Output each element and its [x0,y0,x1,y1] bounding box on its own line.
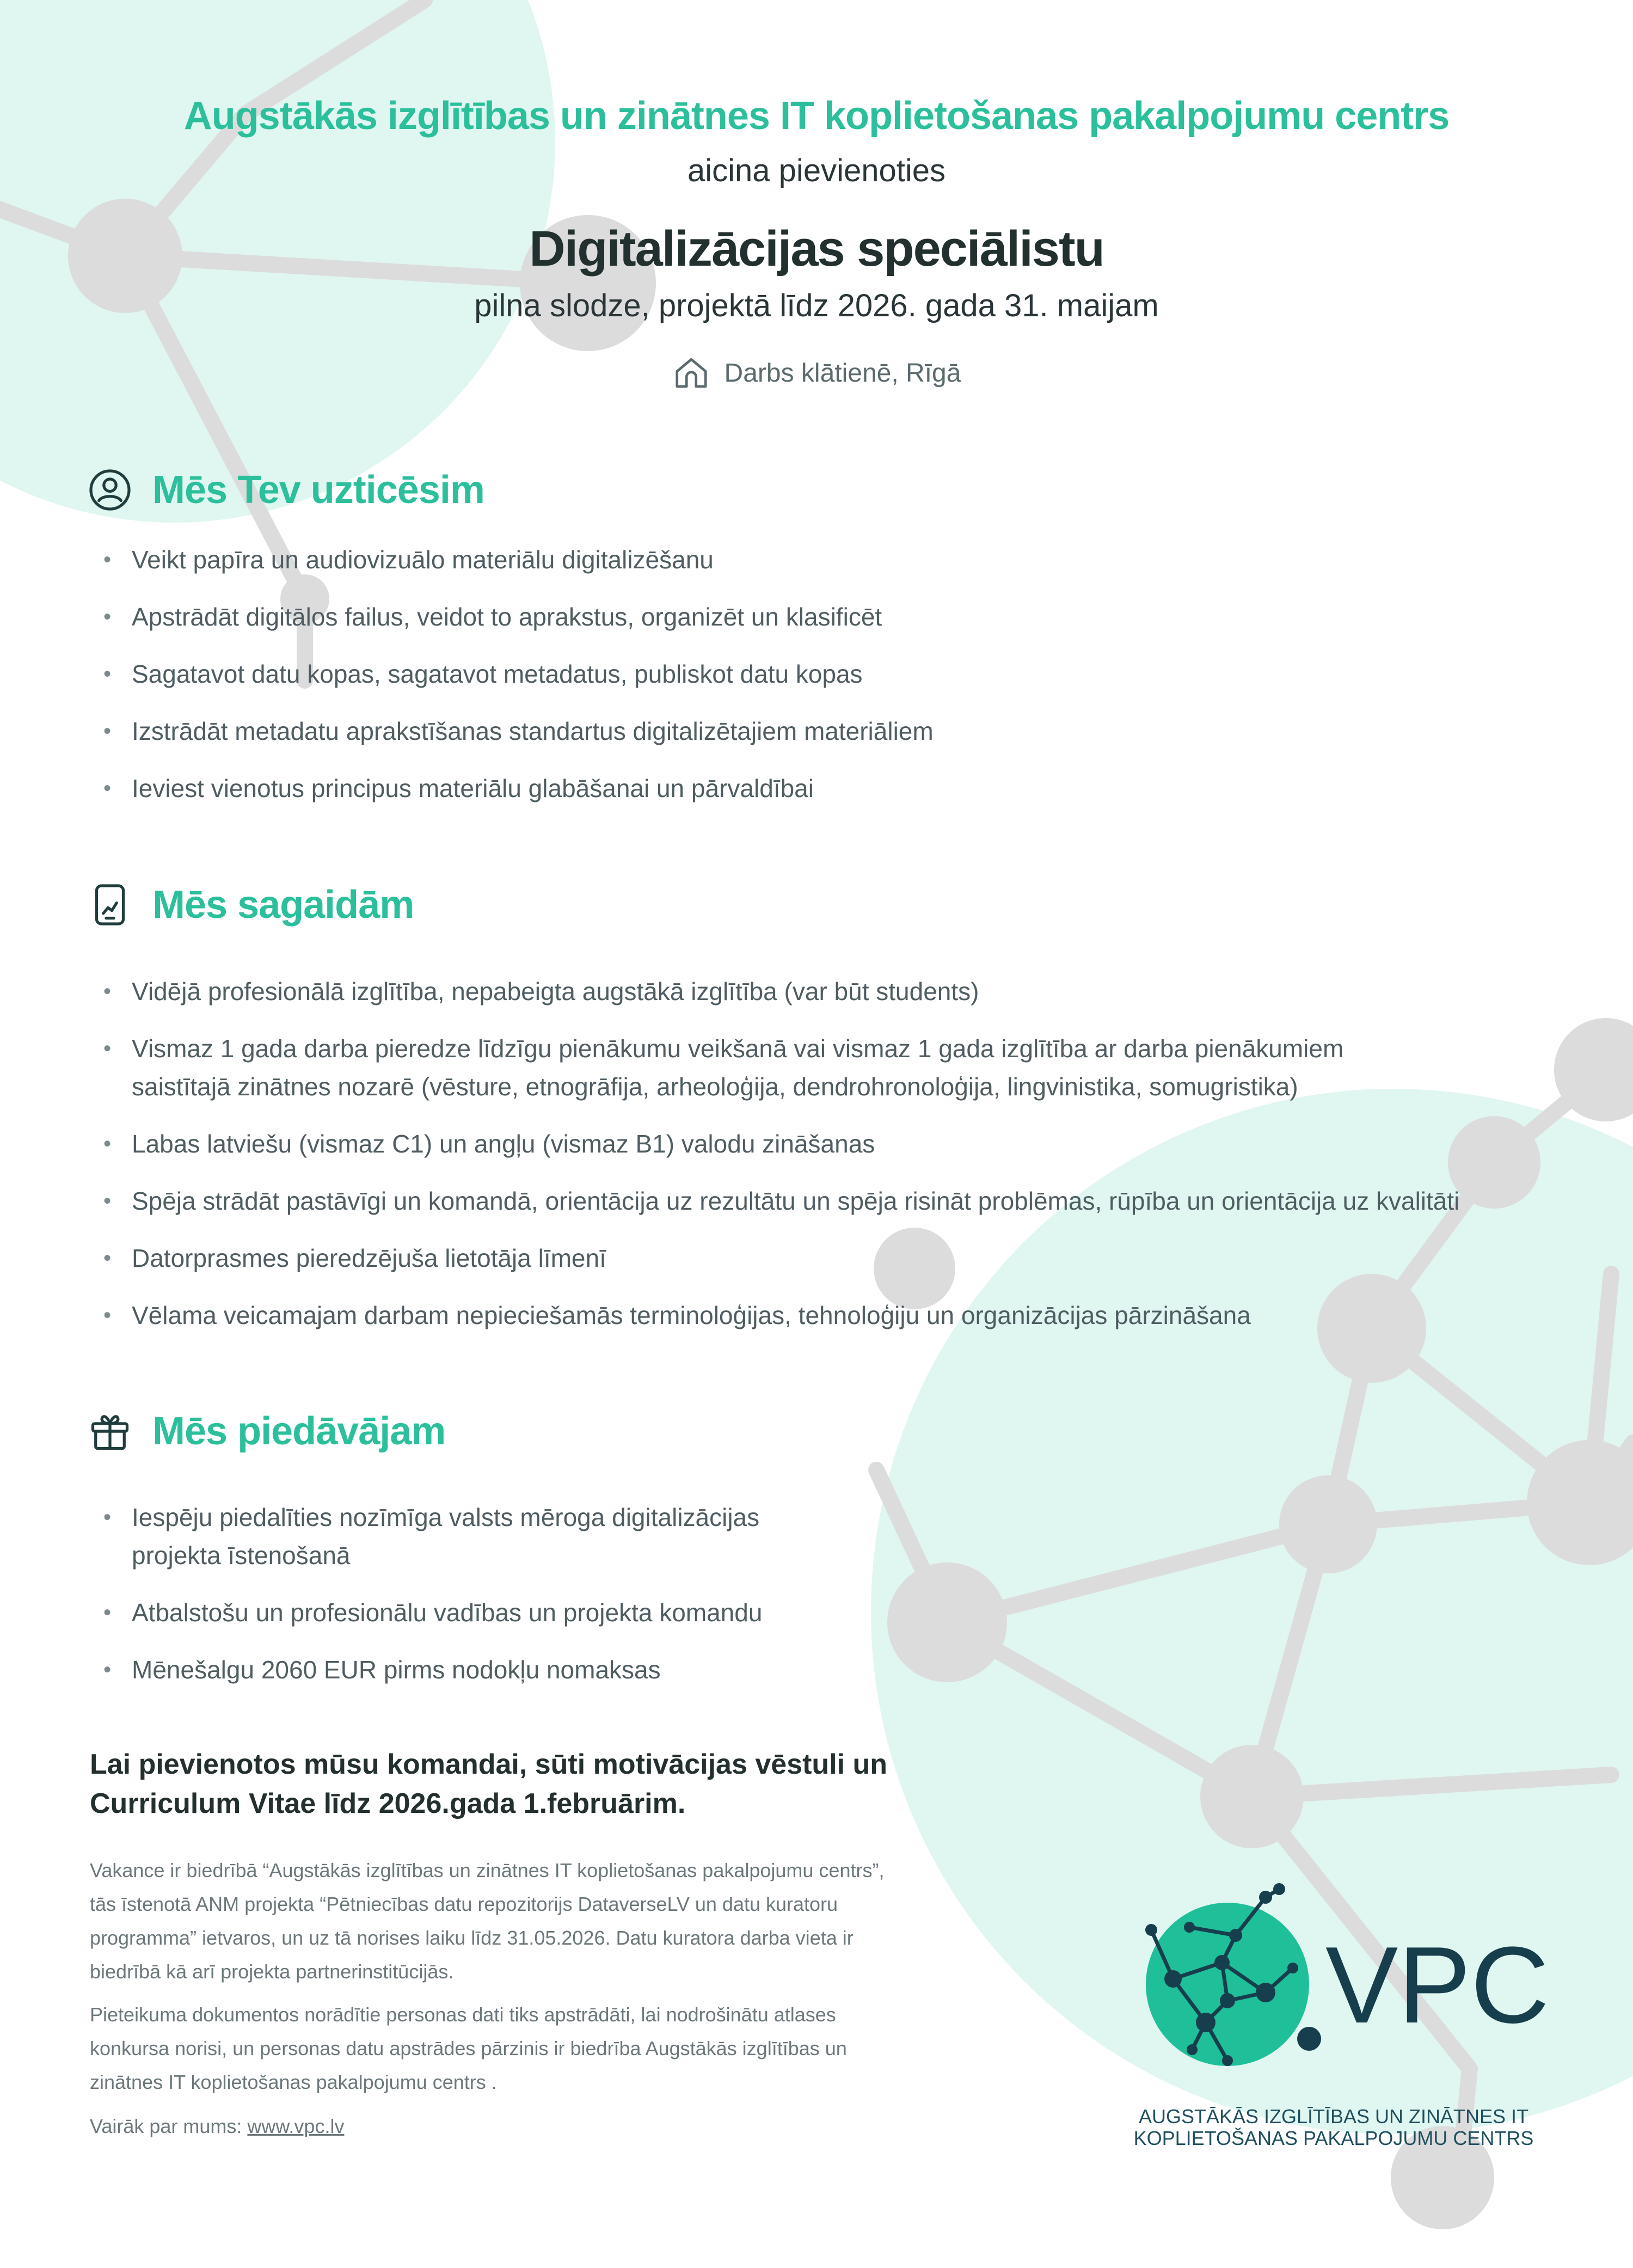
list-item: • Sagatavot datu kopas, sagatavot metadatus, publiskot datu kopas [103,655,1519,693]
requirements-list [103,972,1519,1353]
more-info [90,2110,895,2143]
list-item: • Spēja strādāt pastāvīgi un komandā, orientācija uz rezultātu un spēja risināt problēmas, rūpība un orientācija uz kvalitāti [103,1182,1519,1220]
job-title: Digitalizācijas speciālistu [529,221,1104,277]
invite-text: aicina pievienoties [687,153,946,188]
vpc-caption-line2: KOPLIETOŠANAS PAKALPOJUMU CENTRS [1133,2127,1534,2149]
list-item: • Veikt papīra un audiovizuālo materiālu digitalizēšanu [103,541,1519,579]
vpc-caption [1108,2106,1560,2149]
section-requirements-label: Mēs sagaidām [152,883,414,927]
section-offer-title [87,1408,445,1454]
website-link[interactable]: www.vpc.lv [247,2115,345,2137]
offer-list [103,1498,1519,1708]
list-item: • Iespēju piedalīties nozīmīga valsts mēroga digitalizācijas projekta īstenošanā [103,1498,812,1574]
list-item: • Vidējā profesionālā izglītība, nepabeigta augstākā izglītība (var būt students) [103,972,1519,1010]
list-item: • Izstrādāt metadatu aprakstīšanas standartus digitalizētajiem materiāliem [103,712,1519,750]
home-icon [672,354,710,392]
vpc-caption-line1: AUGSTĀKĀS IZGLĪTĪBAS UN ZINĀTNES IT [1138,2105,1529,2128]
organization-name: Augstākās izglītības un zinātnes IT koplietošanas pakalpojumu centrs [183,94,1450,138]
list-item: • Apstrādāt digitālos failus, veidot to aprakstus, organizēt un klasificēt [103,598,1519,636]
more-info-label: Vairāk par mums: [90,2115,242,2137]
section-offer-label: Mēs piedāvājam [152,1409,446,1453]
gift-icon [87,1408,133,1454]
list-item: • Atbalstošu un profesionālu vadības un projekta komandu [103,1593,1519,1632]
work-location-text: Darbs klātienē, Rīgā [724,358,961,388]
vpc-wordmark: VPC [1325,1924,1550,2046]
tablet-chart-icon [87,882,133,928]
call-to-action: Lai pievienotos mūsu komandai, sūti motivācijas vēstuli un Curriculum Vitae līdz 2026.gada 1.februārim. [90,1749,888,1819]
vacancy-note: Vakance ir biedrībā “Augstākās izglītības un zinātnes IT koplietošanas pakalpojumu centrs”, tās īstenotā ANM projekta “Pētniecības datu repozitorijs DataverseLV un datu kuratoru programma” ietvaros, un uz tā norises laiku līdz 31.05.2026. Datu kuratora darba vieta ir biedrībā kā arī projekta partnerinstitūcijās. [90,1859,885,1983]
job-subtitle: pilna slodze, projektā līdz 2026. gada 31. maijam [474,288,1159,323]
work-location [0,354,1633,399]
vpc-logo [1140,1881,1554,2077]
person-icon [87,467,133,513]
list-item: • Ieviest vienotus principus materiālu glabāšanai un pārvaldībai [103,769,1519,807]
list-item: • Mēnešalgu 2060 EUR pirms nodokļu nomaksas [103,1651,1519,1689]
section-duties-label: Mēs Tev uzticēsim [152,468,484,512]
list-item: • Datorprasmes pieredzējuša lietotāja līmenī [103,1239,1519,1277]
privacy-note: Pieteikuma dokumentos norādītie personas dati tiks apstrādāti, lai nodrošinātu atlases konkursa norisi, un personas datu apstrādes pārzinis ir biedrība Augstākās izglītības un zinātnes IT koplietošanas pakalpojumu centrs . [90,2003,847,2093]
section-requirements-title [87,882,414,928]
section-duties-title [87,467,484,513]
list-item: • Labas latviešu (vismaz C1) un angļu (vismaz B1) valodu zināšanas [103,1125,1519,1163]
duties-list [103,541,1519,826]
list-item: • Vismaz 1 gada darba pieredze līdzīgu pienākumu veikšanā vai vismaz 1 gada izglītība ar darba pienākumiem saistītajā zinātnes nozarē (vēsture, etnogrāfija, arheoloģija, dendrohronoloģija, lingvinistika, somugristika) [103,1029,1400,1106]
list-item: • Vēlama veicamajam darbam nepieciešamās terminoloģijas, tehnoloģiju un organizācijas pārzināšana [103,1296,1519,1334]
